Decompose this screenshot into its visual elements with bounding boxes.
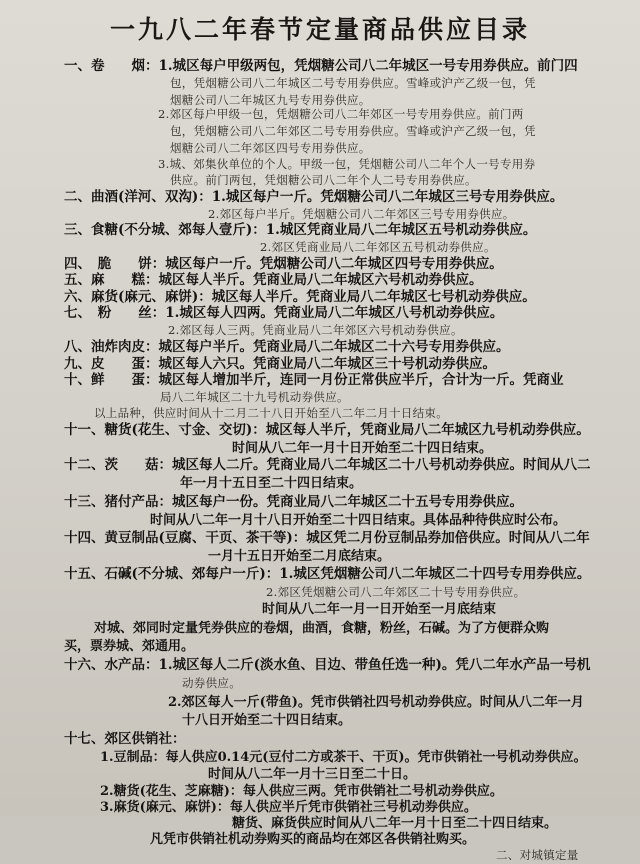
item-3-line: 2.郊区凭商业局八二年郊区五号机动券供应。 [260, 240, 496, 254]
item-7-line: 2.郊区每人三两。凭商业局八二年郊区六号机动券供应。 [168, 323, 463, 337]
item-15-period: 时间从八二年一月一日开始至一月底结束 [262, 602, 497, 617]
item-10-line: 局八二年城区二十九号机动券供应。 [160, 390, 349, 404]
item-17-soy: 1.豆制品：每人供应0.14元(豆付二方或茶干、干页)。凭市供销社一号机动券供应。 [100, 750, 587, 765]
item-12-period: 年一月十五日至二十四日结束。 [180, 476, 363, 491]
item-16-period: 十八日开始至二十四日结束。 [182, 713, 352, 728]
document-title: 一九八二年春节定量商品供应目录 [109, 15, 530, 44]
item-11-candy: 十一、糖货(花生、寸金、交切)：城区每人半斤，凭商业局八二年城区九号机动券供应。 [64, 422, 590, 438]
item-2-liquor: 二、曲酒(洋河、双沟)：1.城区每户一斤。凭烟糖公司八二年城区三号专用券供应。 [64, 189, 564, 205]
item-14-soy-products: 十四、黄豆制品(豆腐、干页、茶干等)：城区凭二月份豆制品券加倍供应。时间从八二年 [64, 530, 590, 546]
item-1-line: 供应。前门两包，凭烟糖公司八二年个人二号专用券供应。 [170, 173, 477, 187]
item-10-fresh-egg: 十、鲜 蛋：城区每人增加半斤，连同一月份正常供应半斤，合计为一斤。凭商业 [64, 372, 564, 388]
item-14-period: 一月十五日开始至二月底结束。 [208, 549, 391, 564]
item-6-sesame-goods: 六、麻货(麻元、麻饼)：城区每人半斤。凭商业局八二年城区七号机动券供应。 [64, 289, 536, 305]
item-13-period: 时间从八二年一月十八日开始至二十四日结束。具体品种待供应时公布。 [150, 513, 567, 528]
item-12-arrowhead: 十二、茨 菇：城区每人二斤。凭商业局八二年城区二十八号机动券供应。时间从八二 [64, 457, 591, 473]
item-1-line: 烟糖公司八二年郊区四号专用券供应。 [170, 141, 371, 155]
item-4-crisp-cake: 四、 脆 饼：城区每户一斤。凭烟糖公司八二年城区四号专用券供应。 [64, 256, 503, 272]
item-17-sesame: 3.麻货(麻元、麻饼)：每人供应半斤凭市供销社三号机动券供应。 [100, 800, 477, 815]
item-17-soy-period: 时间从八二年一月十三日至二十日。 [208, 767, 417, 782]
item-5-sesame-cake: 五、麻 糕：城区每人半斤。凭商业局八二年城区六号机动券供应。 [64, 272, 483, 288]
item-1-cigarettes: 一、卷 烟：1.城区每户甲级两包，凭烟糖公司八二年城区一号专用券供应。前门四 [64, 58, 578, 74]
item-16-line: 动券供应。 [182, 676, 241, 690]
item-16-aquatic: 十六、水产品：1.城区每人二斤(淡水鱼、目边、带鱼任选一种)。凭八二年水产品一号机 [64, 657, 591, 673]
item-11-period: 时间从八二年一月十日开始至二十四日结束。 [232, 441, 493, 456]
item-1-line: 烟糖公司八二年城区九号专用券供应。 [170, 93, 371, 107]
item-7-vermicelli: 七、 粉 丝：1.城区每人四两。凭商业局八二年城区八号机动券供应。 [64, 305, 504, 321]
item-13-pork-byproducts: 十三、猪付产品：城区每户一份。凭商业局八二年城区二十五号专用券供应。 [64, 494, 523, 510]
coop-note: 凡凭市供销社机动券购买的商品均在郊区各供销社购买。 [150, 832, 476, 847]
item-1-line: 包，凭烟糖公司八二年城区二号专用券供应。雪峰或沪产乙级一包，凭 [170, 76, 536, 90]
next-section: 二、对城镇定量 [496, 848, 579, 862]
general-note: 对城、郊同时定量凭券供应的卷烟，曲酒，食糖，粉丝，石碱。为了方便群众购 [94, 621, 550, 636]
item-15-line: 2.郊区凭烟糖公司八二年郊区二十号专用券供应。 [266, 585, 526, 599]
item-9-preserved-egg: 九、皮 蛋：城区每人六只。凭商业局八二年城区三十号机动券供应。 [64, 356, 496, 372]
item-1-line: 2.郊区每户甲级一包，凭烟糖公司八二年郊区一号专用券供应。前门两 [158, 107, 524, 121]
item-17-candy: 2.糖货(花生、芝麻糖)：每人供应三两。凭市供销社二号机动券供应。 [100, 784, 503, 799]
item-15-soda: 十五、石碱(不分城、郊每户一斤)：1.城区凭烟糖公司八二年城区二十四号专用券供应。 [64, 566, 591, 582]
item-17-period: 糖货、麻货供应时间从八二年一月十日至二十四日结束。 [232, 816, 558, 831]
supply-period-note: 以上品种，供应时间从十二月二十八日开始至八二年二月十日结束。 [94, 406, 448, 420]
item-17-suburban-coop: 十七、郊区供销社： [64, 731, 186, 747]
item-1-line: 3.城、郊集伙单位的个人。甲级一包，凭烟糖公司八二年个人一号专用券 [158, 157, 536, 171]
item-1-line: 包，凭烟糖公司八二年郊区二号专用券供应。雪峰或沪产乙级一包，凭 [170, 124, 536, 138]
item-3-sugar: 三、食糖(不分城、郊每人壹斤)：1.城区凭商业局八二年城区五号机动券供应。 [64, 222, 537, 238]
item-8-fried-pork-skin: 八、油炸肉皮：城区每户半斤。凭商业局八二年城区二十六号专用券供应。 [64, 339, 510, 355]
general-note-cont: 买，票券城、郊通用。 [64, 639, 195, 654]
item-2-line: 2.郊区每户半斤。凭烟糖公司八二年郊区三号专用券供应。 [208, 207, 515, 221]
item-16-suburb: 2.郊区每人一斤(带鱼)。凭市供销社四号机动券供应。时间从八二年一月 [168, 695, 584, 710]
